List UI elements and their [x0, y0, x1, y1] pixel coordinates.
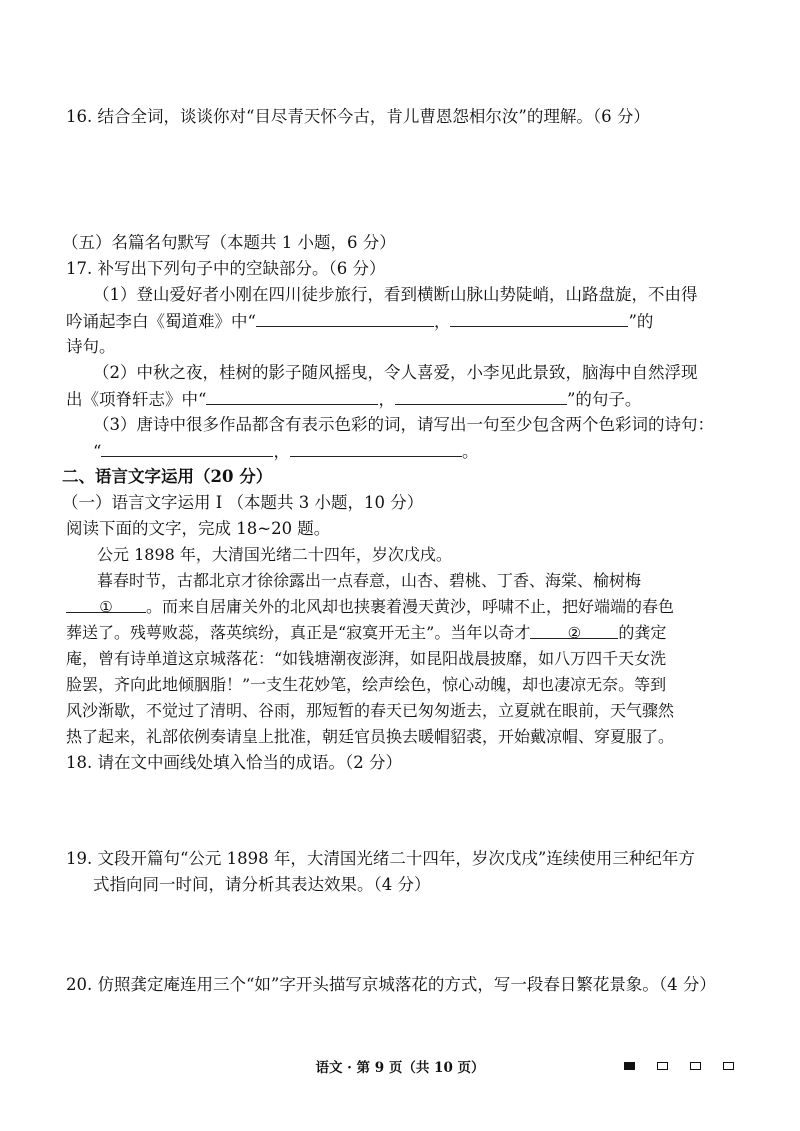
- page-footer: 语文 · 第 9 页（共 10 页）: [315, 1060, 485, 1076]
- question-19-line-2: 式指向同一时间，请分析其表达效果。（4 分）: [93, 875, 431, 894]
- passage-line-1: 公元 1898 年，大清国光绪二十四年，岁次戊戌。: [97, 545, 452, 564]
- question-17-stem: 17. 补写出下列句子中的空缺部分。（6 分）: [66, 259, 386, 278]
- reading-instruction: 阅读下面的文字，完成 18~20 题。: [66, 519, 331, 538]
- question-16: 16. 结合全词，谈谈你对“目尽青天怀今古，肯儿曹恩怨相尔汝”的理解。（6 分）: [66, 107, 650, 126]
- comma: ，: [273, 442, 290, 461]
- answer-blank-1b[interactable]: [450, 310, 628, 327]
- answer-blank-1a[interactable]: [256, 310, 434, 327]
- section-5-heading: （五）名篇名句默写（本题共 1 小题，6 分）: [62, 233, 396, 252]
- question-17-item-1-line-3: 诗句。: [66, 337, 116, 356]
- question-18: 18. 请在文中画线处填入恰当的成语。（2 分）: [66, 753, 402, 772]
- subsection-1-heading: （一）语言文字运用 Ⅰ （本题共 3 小题，10 分）: [62, 493, 424, 512]
- passage-line-7: 风沙渐歇，不觉过了清明、谷雨，那短暂的春天已匆匆逝去，立夏就在眼前，天气骤然: [66, 701, 675, 720]
- answer-blank-3a[interactable]: [101, 440, 273, 457]
- passage-line-4-suffix: 的龚定: [618, 623, 667, 642]
- passage-line-2: 暮春时节，古都北京才徐徐露出一点春意，山杏、碧桃、丁香、海棠、榆树梅: [97, 571, 642, 590]
- answer-blank-2a[interactable]: [206, 388, 378, 405]
- passage-line-8: 热了起来，礼部依例奏请皇上批准，朝廷官员换去暖帽貂裘，开始戴凉帽、穿夏服了。: [66, 727, 675, 746]
- question-19-line-1: 19. 文段开篇句“公元 1898 年，大清国光绪二十四年，岁次戊戌”连续使用三种纪年方: [66, 849, 695, 868]
- open-quote: “: [93, 442, 102, 461]
- item-1-prompt: 吟诵起李白《蜀道难》中“: [66, 312, 256, 331]
- page-marker-empty-icon: [657, 1062, 668, 1070]
- question-17-item-3-line-1: （3）唐诗中很多作品都含有表示色彩的词，请写出一句至少包含两个色彩词的诗句：: [93, 415, 714, 434]
- end-mark: 。: [461, 442, 479, 461]
- passage-line-3-text: 。而来自居庸关外的北风却也挟裹着漫天黄沙，呼啸不止，把好端端的春色: [146, 597, 675, 616]
- passage-line-5: 庵，曾有诗单道这京城落花：“如钱塘潮夜澎湃，如昆阳战晨披靡，如八万四千天女洗: [66, 649, 667, 668]
- passage-line-6: 脸罢，齐向此地倾胭脂！”一支生花妙笔，绘声绘色，惊心动魄，却也凄凉无奈。等到: [66, 675, 667, 694]
- page-marker-empty-icon: [690, 1062, 701, 1070]
- part-2-heading: 二、语言文字运用（20 分）: [62, 467, 273, 486]
- quote-close: ”的: [628, 312, 654, 331]
- item-2-prompt: 出《项脊轩志》中“: [66, 390, 207, 409]
- comma: ，: [378, 390, 395, 409]
- question-17-item-2-line-1: （2）中秋之夜，桂树的影子随风摇曳，令人喜爱，小李见此景致，脑海中自然浮现: [93, 363, 698, 382]
- answer-blank-2b[interactable]: [395, 388, 567, 405]
- question-17-item-3-line-2: [93, 440, 478, 463]
- question-17-item-2-line-2: [66, 388, 641, 411]
- page-marker-empty-icon: [723, 1062, 734, 1070]
- passage-line-4: [66, 622, 666, 644]
- question-17-item-1-line-2: [66, 310, 653, 333]
- question-17-item-1-line-1: （1）登山爱好者小刚在四川徒步旅行，看到横断山脉山势陡峭，山路盘旋，不由得: [93, 285, 698, 304]
- passage-line-4-text: 葬送了。残萼败蕊，落英缤纷，真正是“寂寞开无主”。当年以奇才: [66, 623, 531, 642]
- page-marker-filled-icon: [624, 1062, 635, 1070]
- comma: ，: [433, 312, 451, 331]
- passage-line-3: [66, 596, 674, 618]
- idiom-blank-1[interactable]: ①: [66, 596, 146, 613]
- answer-blank-3b[interactable]: [290, 440, 462, 457]
- question-20: 20. 仿照龚定庵连用三个“如”字开头描写京城落花的方式，写一段春日繁花景象。（4 分）: [66, 975, 716, 994]
- idiom-blank-2[interactable]: ②: [530, 622, 618, 639]
- item-2-suffix: ”的句子。: [566, 390, 642, 409]
